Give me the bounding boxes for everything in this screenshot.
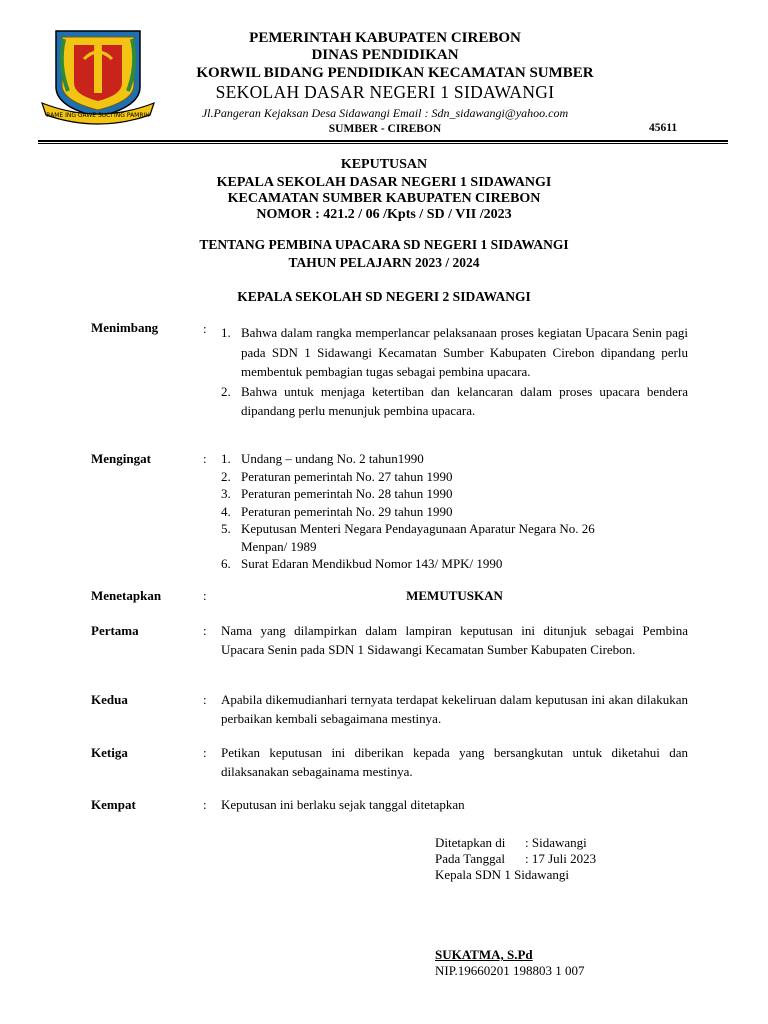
item-number: 2.: [221, 383, 231, 399]
ketiga-text: Petikan keputusan ini diberikan kepada yang bersangkutan untuk diketahui dan dilaksanakan sebagainama mestinya.: [221, 745, 688, 779]
kedua-label: Kedua: [91, 692, 128, 707]
item-number: 1.: [221, 325, 231, 340]
kempat-label: Kempat: [91, 797, 136, 812]
office-name: DINAS PENDIDIKAN: [311, 47, 459, 63]
list-item: [221, 520, 641, 555]
kedua-text: Apabila dikemudianhari ternyata terdapat kekeliruan dalam keputusan ini akan dilakukan perbaikan kembali sebagaimana mestinya.: [221, 692, 688, 726]
item-number: 1.: [221, 451, 231, 466]
signer-nip: NIP.19660201 198803 1 007: [435, 963, 585, 978]
mengingat-section: [221, 450, 641, 573]
menetapkan-colon: :: [203, 588, 207, 603]
school-address: Jl.Pangeran Kejaksan Desa Sidawangi Email : Sdn_sidawangi@yahoo.com: [201, 106, 569, 120]
menimbang-label: Menimbang: [91, 320, 159, 335]
list-item: [221, 555, 641, 573]
item-text: Bahwa untuk menjaga ketertiban dan kelancaran dalam proses upacara bendera dipandang perlu menunjuk pembina upacara.: [241, 383, 688, 418]
decree-school-year: TAHUN PELAJARN 2023 / 2024: [288, 255, 480, 270]
pertama-colon: :: [203, 623, 207, 638]
list-item: [221, 468, 641, 486]
ketiga-label: Ketiga: [91, 745, 128, 760]
item-number: 2.: [221, 468, 231, 484]
ketiga-colon: :: [203, 745, 207, 760]
item-number: 6.: [221, 556, 231, 571]
district-office-name: KORWIL BIDANG PENDIDIKAN KECAMATAN SUMBER: [196, 65, 594, 81]
government-name: PEMERINTAH KABUPATEN CIREBON: [249, 30, 521, 46]
menimbang-colon: :: [203, 321, 207, 336]
letterhead-rule: [38, 140, 728, 142]
item-number: 5.: [221, 521, 231, 536]
decree-title: KEPUTUSAN: [340, 157, 428, 172]
signature-block: [435, 835, 596, 883]
date-label: Pada Tanggal: [435, 851, 505, 866]
item-text: Peraturan pemerintah No. 27 tahun 1990: [241, 468, 453, 484]
menimbang-section: [221, 323, 688, 421]
item-text: Keputusan Menteri Negara Pendayagunaan Aparatur Negara No. 26 Menpan/ 1989: [241, 521, 595, 554]
decree-issuer: KEPALA SEKOLAH SD NEGERI 2 SIDAWANGI: [237, 289, 531, 304]
list-item: [221, 382, 688, 421]
pertama-label: Pertama: [91, 623, 139, 638]
menetapkan-label: Menetapkan: [91, 588, 162, 603]
item-text: Undang – undang No. 2 tahun1990: [241, 451, 424, 466]
postal-code: 45611: [649, 122, 678, 134]
place-label: Ditetapkan di: [435, 835, 506, 850]
decree-subject: TENTANG PEMBINA UPACARA SD NEGERI 1 SIDAWANGI: [199, 237, 569, 252]
item-number: 3.: [221, 486, 231, 501]
list-item: [221, 503, 641, 521]
item-text: Surat Edaran Mendikbud Nomor 143/ MPK/ 1990: [241, 556, 503, 571]
decree-number: NOMOR : 421.2 / 06 /Kpts / SD / VII /2023: [256, 207, 512, 222]
decree-issuer-title: KEPALA SEKOLAH DASAR NEGERI 1 SIDAWANGI: [216, 175, 552, 190]
pertama-text: Nama yang dilampirkan dalam lampiran keputusan ini ditunjuk sebagai Pembina Upacara Senin pada SDN 1 Sidawangi Kecamatan Sumber Kabupaten Cirebon.: [221, 623, 688, 657]
letterhead-rule-thin: [38, 143, 728, 144]
item-text: Peraturan pemerintah No. 29 tahun 1990: [241, 503, 453, 519]
list-item: [221, 450, 641, 468]
letterhead: [150, 30, 620, 136]
item-text: Bahwa dalam rangka memperlancar pelaksanaan proses kegiatan Upacara Senin pagi pada SDN 1 Sidawangi Kecamatan Sumber Kabupaten Cirebon dipandang perlu membentuk pembagian tugas sebagai pembina upacara.: [241, 325, 688, 379]
mengingat-colon: :: [203, 451, 207, 466]
school-name: SEKOLAH DASAR NEGERI 1 SIDAWANGI: [215, 82, 555, 102]
school-city: SUMBER - CIREBON: [328, 123, 442, 135]
memutuskan-heading: MEMUTUSKAN: [406, 588, 503, 603]
kedua-colon: :: [203, 692, 207, 707]
date-value: : 17 Juli 2023: [525, 851, 597, 866]
list-item: [221, 323, 688, 382]
place-value: : Sidawangi: [525, 835, 587, 850]
kempat-colon: :: [203, 797, 207, 812]
item-number: 4.: [221, 503, 231, 519]
signer-name: SUKATMA, S.Pd: [435, 947, 533, 962]
mengingat-label: Mengingat: [91, 451, 151, 466]
emblem-banner-text: RAME ING GAWE SUCI ING PAMRIH: [46, 112, 150, 119]
decree-region-title: KECAMATAN SUMBER KABUPATEN CIREBON: [227, 191, 541, 206]
item-text: Peraturan pemerintah No. 28 tahun 1990: [241, 486, 453, 501]
signer-position: Kepala SDN 1 Sidawangi: [435, 867, 569, 882]
list-item: [221, 485, 641, 503]
kempat-text: Keputusan ini berlaku sejak tanggal ditetapkan: [221, 797, 465, 812]
